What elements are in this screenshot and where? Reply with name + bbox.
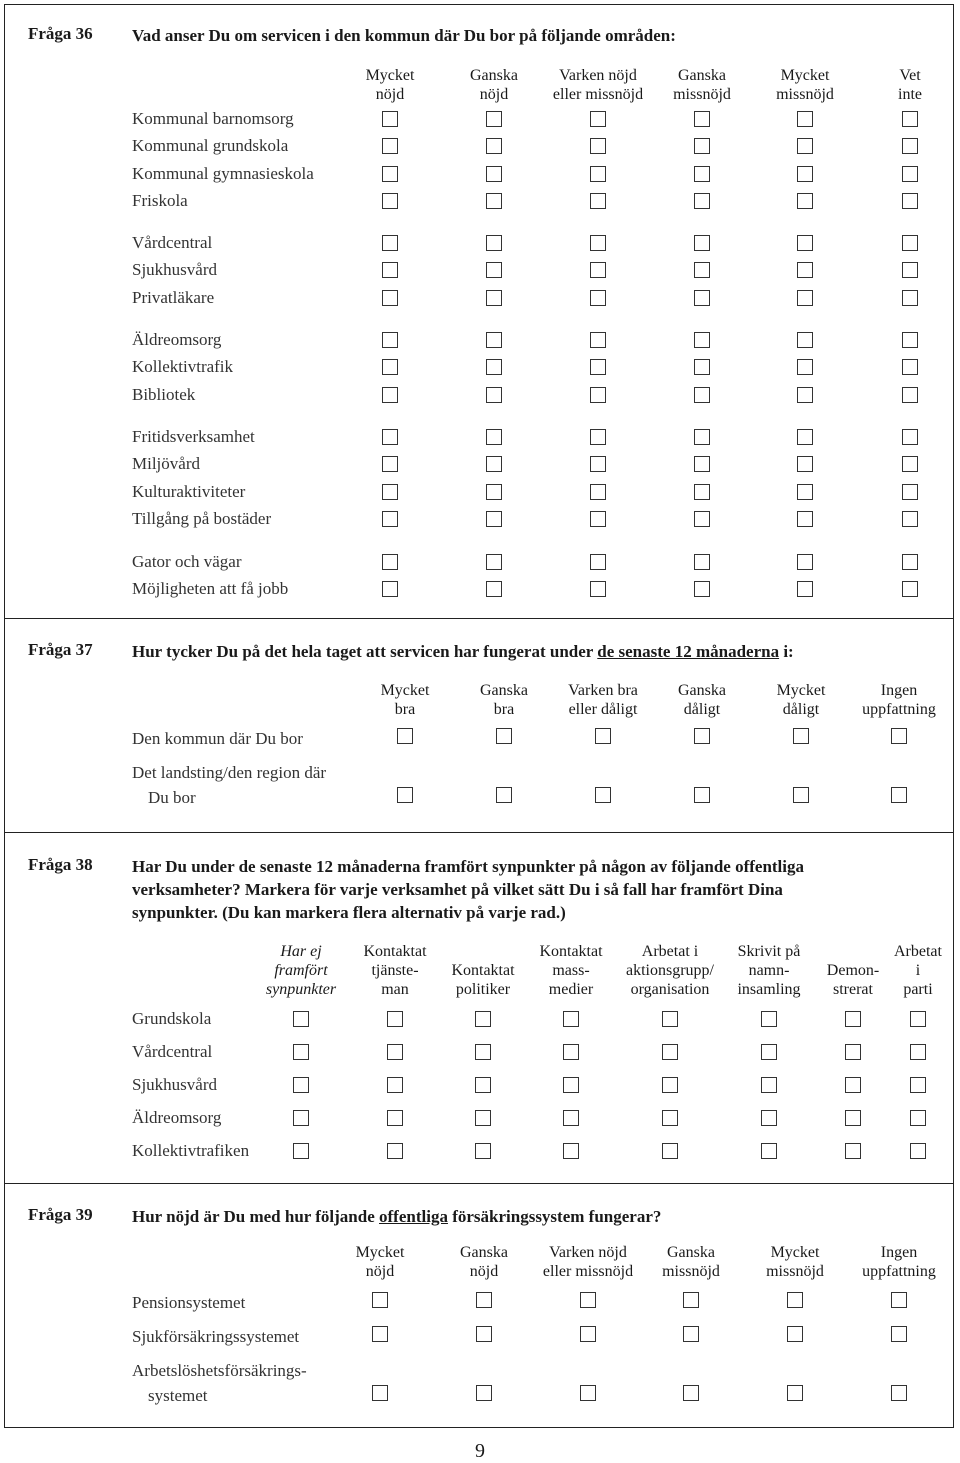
answer-checkbox[interactable] (382, 138, 398, 154)
column-header-line: Varken bra (568, 682, 638, 699)
answer-checkbox[interactable] (486, 262, 502, 278)
answer-checkbox[interactable] (397, 728, 413, 744)
answer-checkbox[interactable] (902, 456, 918, 472)
question-number: Fråga 37 (28, 640, 93, 659)
answer-checkbox[interactable] (590, 332, 606, 348)
answer-checkbox[interactable] (595, 728, 611, 744)
question-text-line: Har Du under de senaste 12 månaderna framfört synpunkter på någon av följande offentliga (132, 857, 805, 876)
row-label: Möjligheten att få jobb (132, 579, 289, 598)
answer-checkbox[interactable] (293, 1011, 309, 1027)
row-label: Äldreomsorg (132, 1108, 222, 1127)
row-label: Sjukhusvård (132, 1075, 217, 1094)
answer-checkbox[interactable] (845, 1077, 861, 1093)
column-header-line: Ganska (678, 682, 726, 699)
answer-checkbox[interactable] (787, 1292, 803, 1308)
column-header-line: Kontaktat (451, 962, 515, 979)
answer-checkbox[interactable] (910, 1077, 926, 1093)
answer-checkbox[interactable] (590, 111, 606, 127)
answer-checkbox[interactable] (486, 290, 502, 306)
answer-checkbox[interactable] (563, 1077, 579, 1093)
column-header-line: Ganska (480, 682, 528, 699)
answer-checkbox[interactable] (662, 1110, 678, 1126)
answer-checkbox[interactable] (662, 1143, 678, 1159)
row-label: Vårdcentral (132, 1042, 213, 1061)
answer-checkbox[interactable] (382, 581, 398, 597)
answer-checkbox[interactable] (580, 1385, 596, 1401)
answer-checkbox[interactable] (476, 1385, 492, 1401)
question-text (132, 1205, 661, 1228)
answer-checkbox[interactable] (387, 1077, 403, 1093)
answer-checkbox[interactable] (382, 235, 398, 251)
column-header-line: dåligt (683, 701, 721, 718)
answer-checkbox[interactable] (694, 387, 710, 403)
answer-checkbox[interactable] (293, 1110, 309, 1126)
answer-checkbox[interactable] (387, 1044, 403, 1060)
answer-checkbox[interactable] (662, 1011, 678, 1027)
column-header-line: i (915, 962, 921, 979)
answer-checkbox[interactable] (787, 1385, 803, 1401)
row-label (132, 760, 326, 810)
row-label-line: Den kommun där Du bor (132, 729, 303, 748)
question-text-line: verksamheter? Markera för varje verksamhet på vilket sätt Du i så fall har framfört Dina (132, 880, 783, 899)
column-header (834, 681, 960, 719)
row-label-line: systemet (148, 1386, 208, 1405)
answer-checkbox[interactable] (475, 1110, 491, 1126)
column-header-line: Vet (899, 67, 921, 84)
row-label: Kommunal barnomsorg (132, 109, 294, 128)
answer-checkbox[interactable] (694, 138, 710, 154)
answer-checkbox[interactable] (694, 262, 710, 278)
column-header-line: Varken nöjd (549, 1244, 627, 1261)
answer-checkbox[interactable] (902, 262, 918, 278)
answer-checkbox[interactable] (694, 290, 710, 306)
answer-checkbox[interactable] (694, 429, 710, 445)
answer-checkbox[interactable] (797, 193, 813, 209)
answer-checkbox[interactable] (486, 193, 502, 209)
column-header-line: missnöjd (766, 1263, 824, 1280)
answer-checkbox[interactable] (787, 1326, 803, 1342)
row-label-line: Sjukförsäkringssystemet (132, 1327, 300, 1346)
answer-checkbox[interactable] (910, 1143, 926, 1159)
answer-checkbox[interactable] (761, 1044, 777, 1060)
row-label (132, 1290, 245, 1315)
answer-checkbox[interactable] (372, 1326, 388, 1342)
column-header (853, 942, 960, 999)
page-number: 9 (475, 1440, 485, 1462)
answer-checkbox[interactable] (793, 728, 809, 744)
row-label (132, 726, 303, 751)
row-label: Bibliotek (132, 385, 196, 404)
row-label: Äldreomsorg (132, 330, 222, 349)
answer-checkbox[interactable] (486, 166, 502, 182)
column-header-line: synpunkter (265, 981, 337, 998)
answer-checkbox[interactable] (293, 1044, 309, 1060)
answer-checkbox[interactable] (382, 166, 398, 182)
answer-checkbox[interactable] (486, 456, 502, 472)
question-text-line: synpunkter. (Du kan markera flera alternativ på varje rad.) (132, 903, 566, 922)
column-header-line: namn- (748, 962, 790, 979)
row-label: Friskola (132, 191, 188, 210)
answer-checkbox[interactable] (683, 1326, 699, 1342)
text-segment: offentliga (379, 1207, 448, 1226)
column-header-line: tjänste- (371, 962, 419, 979)
answer-checkbox[interactable] (382, 387, 398, 403)
column-header-line: Ingen (880, 1244, 918, 1261)
answer-checkbox[interactable] (590, 387, 606, 403)
answer-checkbox[interactable] (590, 193, 606, 209)
answer-checkbox[interactable] (486, 429, 502, 445)
column-header-line: bra (493, 701, 515, 718)
answer-checkbox[interactable] (475, 1077, 491, 1093)
answer-checkbox[interactable] (797, 138, 813, 154)
answer-checkbox[interactable] (382, 332, 398, 348)
answer-checkbox[interactable] (845, 1011, 861, 1027)
row-label: Kollektivtrafiken (132, 1141, 250, 1160)
answer-checkbox[interactable] (590, 484, 606, 500)
answer-checkbox[interactable] (397, 787, 413, 803)
row-label: Sjukhusvård (132, 260, 217, 279)
answer-checkbox[interactable] (486, 581, 502, 597)
column-header-line: Mycket (365, 67, 415, 84)
answer-checkbox[interactable] (797, 387, 813, 403)
column-header-line: nöjd (469, 1263, 499, 1280)
answer-checkbox[interactable] (382, 554, 398, 570)
answer-checkbox[interactable] (382, 456, 398, 472)
column-header (845, 66, 960, 104)
column-header-line: politiker (455, 981, 511, 998)
answer-checkbox[interactable] (387, 1143, 403, 1159)
answer-checkbox[interactable] (797, 166, 813, 182)
answer-checkbox[interactable] (382, 111, 398, 127)
question-number: Fråga 36 (28, 24, 93, 43)
column-header-line: missnöjd (776, 86, 834, 103)
answer-checkbox[interactable] (486, 235, 502, 251)
answer-checkbox[interactable] (761, 1143, 777, 1159)
answer-checkbox[interactable] (590, 511, 606, 527)
answer-checkbox[interactable] (902, 166, 918, 182)
row-label: Vårdcentral (132, 233, 213, 252)
answer-checkbox[interactable] (662, 1044, 678, 1060)
column-header-line: organisation (630, 981, 710, 998)
row-label-line: Arbetslöshetsförsäkrings- (132, 1361, 307, 1380)
answer-checkbox[interactable] (387, 1110, 403, 1126)
column-header-line: missnöjd (662, 1263, 720, 1280)
row-label: Tillgång på bostäder (132, 509, 272, 528)
answer-checkbox[interactable] (382, 262, 398, 278)
section-divider (4, 618, 954, 619)
column-header-line: dåligt (782, 701, 820, 718)
answer-checkbox[interactable] (486, 111, 502, 127)
answer-checkbox[interactable] (902, 387, 918, 403)
answer-checkbox[interactable] (797, 511, 813, 527)
text-segment: försäkringssystem fungerar? (447, 1207, 662, 1226)
column-header-line: Demon- (826, 962, 880, 979)
answer-checkbox[interactable] (486, 332, 502, 348)
answer-checkbox[interactable] (590, 262, 606, 278)
column-header-line: Har ej (280, 943, 322, 960)
answer-checkbox[interactable] (891, 1326, 907, 1342)
answer-checkbox[interactable] (694, 456, 710, 472)
row-label (132, 1324, 299, 1349)
column-header-line: uppfattning (862, 1263, 936, 1280)
answer-checkbox[interactable] (486, 511, 502, 527)
answer-checkbox[interactable] (797, 262, 813, 278)
answer-checkbox[interactable] (590, 429, 606, 445)
column-header-line: uppfattning (862, 701, 936, 718)
answer-checkbox[interactable] (486, 484, 502, 500)
answer-checkbox[interactable] (797, 111, 813, 127)
answer-checkbox[interactable] (382, 193, 398, 209)
column-header-line: Kontaktat (539, 943, 603, 960)
column-header-line: Ganska (678, 67, 726, 84)
column-header-line: Skrivit på (737, 943, 801, 960)
row-label: Kommunal grundskola (132, 136, 289, 155)
answer-checkbox[interactable] (683, 1385, 699, 1401)
answer-checkbox[interactable] (797, 235, 813, 251)
answer-checkbox[interactable] (590, 456, 606, 472)
answer-checkbox[interactable] (845, 1143, 861, 1159)
answer-checkbox[interactable] (486, 138, 502, 154)
answer-checkbox[interactable] (902, 193, 918, 209)
answer-checkbox[interactable] (590, 235, 606, 251)
answer-checkbox[interactable] (590, 554, 606, 570)
column-header-line: eller dåligt (568, 701, 638, 718)
column-header-line: Ingen (880, 682, 918, 699)
answer-checkbox[interactable] (902, 511, 918, 527)
column-header-line: framfört (274, 962, 328, 979)
answer-checkbox[interactable] (902, 235, 918, 251)
answer-checkbox[interactable] (793, 787, 809, 803)
answer-checkbox[interactable] (563, 1011, 579, 1027)
text-segment: i: (779, 642, 794, 661)
answer-checkbox[interactable] (694, 359, 710, 375)
answer-checkbox[interactable] (382, 484, 398, 500)
text-segment: Hur tycker Du på det hela taget att servicen har fungerat under (132, 642, 598, 661)
answer-checkbox[interactable] (902, 138, 918, 154)
answer-checkbox[interactable] (486, 387, 502, 403)
row-label-line: Du bor (148, 788, 196, 807)
column-header-line: nöjd (479, 86, 509, 103)
answer-checkbox[interactable] (382, 429, 398, 445)
answer-checkbox[interactable] (891, 1385, 907, 1401)
answer-checkbox[interactable] (590, 166, 606, 182)
column-header-line: Arbetat (894, 943, 942, 960)
row-label: Privatläkare (132, 288, 215, 307)
column-header-line: parti (903, 981, 933, 998)
answer-checkbox[interactable] (372, 1292, 388, 1308)
answer-checkbox[interactable] (580, 1292, 596, 1308)
section-divider (4, 832, 954, 833)
answer-checkbox[interactable] (476, 1326, 492, 1342)
answer-checkbox[interactable] (496, 787, 512, 803)
row-label: Kommunal gymnasieskola (132, 164, 314, 183)
answer-checkbox[interactable] (694, 787, 710, 803)
column-header-line: Varken nöjd (559, 67, 637, 84)
answer-checkbox[interactable] (845, 1044, 861, 1060)
row-label (132, 1358, 307, 1408)
answer-checkbox[interactable] (694, 511, 710, 527)
column-header-line: nöjd (365, 1263, 395, 1280)
answer-checkbox[interactable] (475, 1044, 491, 1060)
answer-checkbox[interactable] (910, 1044, 926, 1060)
column-header-line: Mycket (780, 67, 830, 84)
answer-checkbox[interactable] (694, 235, 710, 251)
column-header-line: aktionsgrupp/ (626, 962, 714, 979)
answer-checkbox[interactable] (382, 511, 398, 527)
answer-checkbox[interactable] (595, 787, 611, 803)
row-label: Kulturaktiviteter (132, 482, 246, 501)
row-label: Grundskola (132, 1009, 212, 1028)
column-header-line: strerat (833, 981, 873, 998)
answer-checkbox[interactable] (293, 1143, 309, 1159)
answer-checkbox[interactable] (797, 429, 813, 445)
column-header-line: Mycket (770, 1244, 820, 1261)
answer-checkbox[interactable] (662, 1077, 678, 1093)
column-header-line: Mycket (776, 682, 826, 699)
question-number: Fråga 39 (28, 1205, 93, 1224)
answer-checkbox[interactable] (372, 1385, 388, 1401)
answer-checkbox[interactable] (797, 554, 813, 570)
row-label: Miljövård (132, 454, 200, 473)
column-header-line: inte (898, 86, 922, 103)
column-header-line: insamling (737, 981, 801, 998)
column-header-line: Mycket (355, 1244, 405, 1261)
answer-checkbox[interactable] (902, 332, 918, 348)
row-label-line: Det landsting/den region där (132, 763, 327, 782)
answer-checkbox[interactable] (476, 1292, 492, 1308)
answer-checkbox[interactable] (694, 581, 710, 597)
answer-checkbox[interactable] (694, 166, 710, 182)
column-header-line: Ganska (460, 1244, 508, 1261)
answer-checkbox[interactable] (590, 359, 606, 375)
text-segment: Hur nöjd är Du med hur följande (132, 1207, 380, 1226)
column-header (834, 1243, 960, 1281)
answer-checkbox[interactable] (683, 1292, 699, 1308)
answer-checkbox[interactable] (694, 728, 710, 744)
answer-checkbox[interactable] (694, 193, 710, 209)
answer-checkbox[interactable] (293, 1077, 309, 1093)
answer-checkbox[interactable] (563, 1143, 579, 1159)
answer-checkbox[interactable] (563, 1044, 579, 1060)
answer-checkbox[interactable] (797, 456, 813, 472)
answer-checkbox[interactable] (761, 1011, 777, 1027)
answer-checkbox[interactable] (910, 1011, 926, 1027)
answer-checkbox[interactable] (694, 484, 710, 500)
answer-checkbox[interactable] (694, 332, 710, 348)
answer-checkbox[interactable] (486, 554, 502, 570)
answer-checkbox[interactable] (694, 111, 710, 127)
row-label-line: Pensionsystemet (132, 1293, 246, 1312)
column-header-line: Arbetat i (641, 943, 699, 960)
question-number: Fråga 38 (28, 855, 93, 874)
answer-checkbox[interactable] (761, 1110, 777, 1126)
answer-checkbox[interactable] (486, 359, 502, 375)
column-header-line: nöjd (375, 86, 405, 103)
column-header-line: eller missnöjd (552, 86, 644, 103)
answer-checkbox[interactable] (902, 581, 918, 597)
column-header-line: Kontaktat (363, 943, 427, 960)
question-text: Vad anser Du om servicen i den kommun där Du bor på följande områden: (132, 26, 676, 45)
answer-checkbox[interactable] (563, 1110, 579, 1126)
column-header-line: medier (548, 981, 594, 998)
column-header-line: Ganska (470, 67, 518, 84)
column-header-line: missnöjd (673, 86, 731, 103)
answer-checkbox[interactable] (590, 138, 606, 154)
answer-checkbox[interactable] (845, 1110, 861, 1126)
answer-checkbox[interactable] (797, 359, 813, 375)
answer-checkbox[interactable] (902, 290, 918, 306)
answer-checkbox[interactable] (902, 429, 918, 445)
answer-checkbox[interactable] (694, 554, 710, 570)
answer-checkbox[interactable] (580, 1326, 596, 1342)
column-header-line: mass- (552, 962, 590, 979)
row-label: Gator och vägar (132, 552, 242, 571)
answer-checkbox[interactable] (475, 1011, 491, 1027)
section-divider (4, 1183, 954, 1184)
column-header-line: bra (394, 701, 416, 718)
answer-checkbox[interactable] (797, 484, 813, 500)
answer-checkbox[interactable] (902, 484, 918, 500)
answer-checkbox[interactable] (902, 554, 918, 570)
answer-checkbox[interactable] (761, 1077, 777, 1093)
answer-checkbox[interactable] (590, 581, 606, 597)
answer-checkbox[interactable] (496, 728, 512, 744)
question-text (132, 855, 947, 924)
answer-checkbox[interactable] (387, 1011, 403, 1027)
question-text (132, 640, 794, 663)
answer-checkbox[interactable] (902, 359, 918, 375)
answer-checkbox[interactable] (382, 290, 398, 306)
row-label: Fritidsverksamhet (132, 427, 255, 446)
answer-checkbox[interactable] (910, 1110, 926, 1126)
answer-checkbox[interactable] (590, 290, 606, 306)
column-header-line: eller missnöjd (542, 1263, 634, 1280)
column-header-line: Mycket (380, 682, 430, 699)
answer-checkbox[interactable] (797, 290, 813, 306)
answer-checkbox[interactable] (797, 581, 813, 597)
answer-checkbox[interactable] (891, 728, 907, 744)
answer-checkbox[interactable] (891, 787, 907, 803)
column-header-line: Ganska (667, 1244, 715, 1261)
answer-checkbox[interactable] (475, 1143, 491, 1159)
text-segment: de senaste 12 månaderna (597, 642, 780, 661)
answer-checkbox[interactable] (891, 1292, 907, 1308)
column-header-line: man (381, 981, 409, 998)
answer-checkbox[interactable] (797, 332, 813, 348)
row-label: Kollektivtrafik (132, 357, 234, 376)
answer-checkbox[interactable] (902, 111, 918, 127)
answer-checkbox[interactable] (382, 359, 398, 375)
